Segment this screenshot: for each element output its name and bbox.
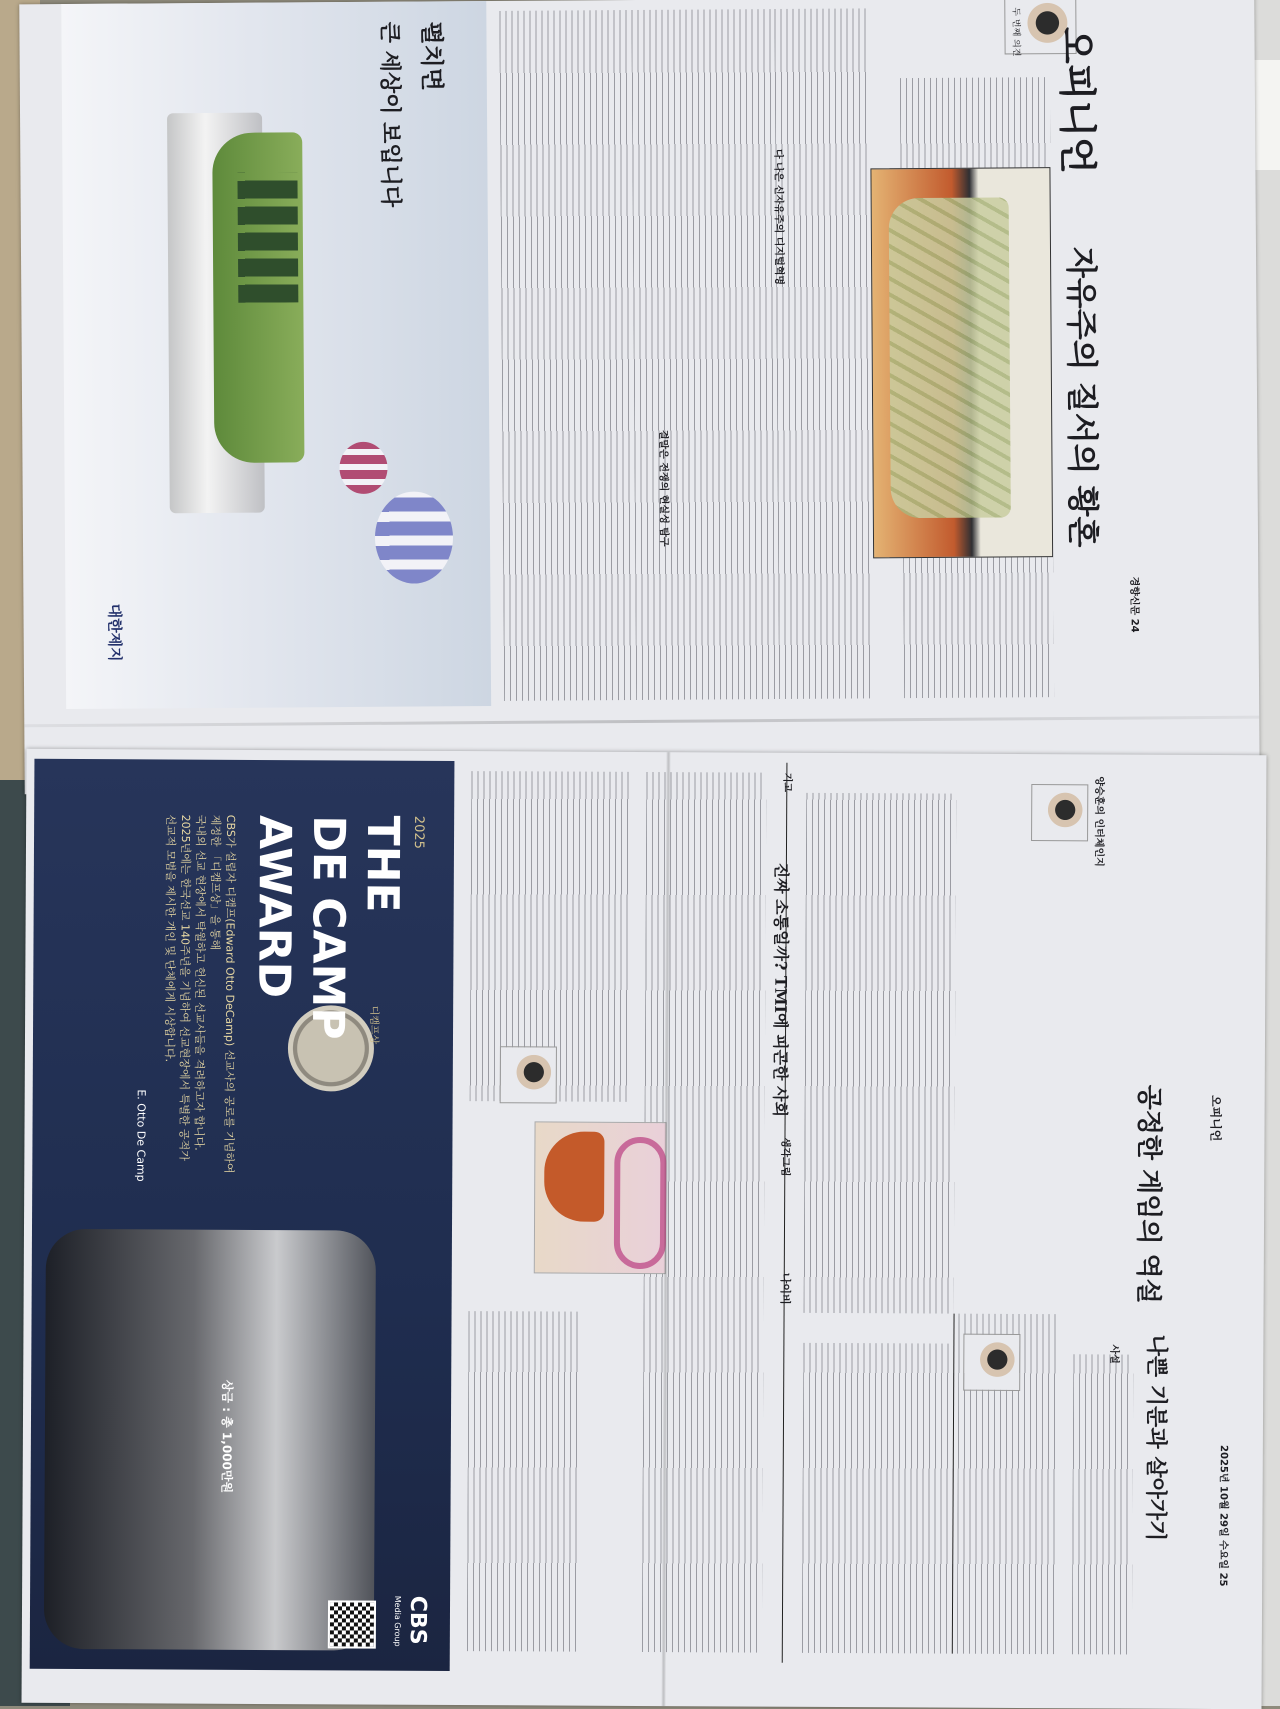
ad-title-line2: DE CAMP xyxy=(301,815,355,1040)
ad-body-line: 제정한 「디캠프상」을 통해 xyxy=(208,814,223,951)
article-text-column xyxy=(499,10,634,701)
hot-air-balloon-small xyxy=(339,442,387,494)
columnist-photo xyxy=(1031,784,1088,841)
ad-body-line: CBS가 설립자 디캠프(Edward Otto DeCamp) 선교사의 공로를 기념하여 xyxy=(222,814,238,1174)
qr-code-icon xyxy=(328,1600,376,1648)
article-text-column xyxy=(900,77,1051,168)
article-text-column xyxy=(802,1343,954,1654)
ad-title-line1: THE xyxy=(356,815,409,913)
article-text-column xyxy=(631,9,776,700)
illustration-pink-shape xyxy=(614,1137,667,1269)
tree-row-graphic xyxy=(237,172,298,302)
article-text-column xyxy=(804,793,957,1314)
article-text-column xyxy=(903,557,1054,698)
columnist-photo xyxy=(963,1334,1020,1391)
portrait-photo xyxy=(44,1229,376,1651)
section-title: 오피니언 xyxy=(1054,26,1100,174)
statue-figure xyxy=(889,197,1011,518)
article-text-column xyxy=(774,8,874,699)
headline-essay: 진짜 소통일까? TMI에 피곤한 사회 xyxy=(770,862,791,1117)
ad-body-line: 선교적 모범을 제시한 개인 및 단체에게 시상합니다. xyxy=(162,814,178,1063)
page-folio: 2025년 10월 29일 수요일 25 xyxy=(1217,1445,1229,1587)
ad-year: 2025 xyxy=(410,815,427,849)
newspaper-page-24 xyxy=(19,0,1259,794)
section-essay: 기고 xyxy=(781,772,793,793)
advertisement-book xyxy=(61,1,491,709)
ad-prize: 상금 : 총 1,000만원 xyxy=(219,1379,235,1494)
essay-tag: 생각그림 xyxy=(779,1137,791,1177)
medal-caption: 디캠프상 xyxy=(367,1005,380,1045)
newspaper-page-25 xyxy=(22,749,1267,1709)
hot-air-balloon-large xyxy=(375,491,454,584)
ad-title-line3: AWARD xyxy=(248,814,301,999)
article-text-column xyxy=(467,1311,579,1652)
advertisement-de-camp-award xyxy=(30,759,455,1671)
ad-tagline-1: 펼치면 xyxy=(417,21,446,92)
ad-body-line: 2025년에는 한국선교 140주년을 기념하여 선교현장에서 특별한 공적가 xyxy=(177,814,193,1161)
column-label: 양승훈의 인터체인지 xyxy=(1092,776,1105,867)
ad-body-line: 국내외 선교 현장에서 탁월하고 헌신된 선교사들을 격려하고자 합니다. xyxy=(192,814,208,1151)
ad-brand-sub: Media Group xyxy=(392,1595,403,1647)
main-headline: 자유주의 질서의 황혼 xyxy=(1061,246,1103,548)
editorial-label: 사설 xyxy=(1108,1344,1120,1364)
headline-left: 나쁜 기분과 살아가기 xyxy=(1142,1334,1170,1542)
page-folio: 경향신문 24 xyxy=(1128,576,1140,633)
columnist-tag: 두 번째 의견 xyxy=(1010,7,1021,57)
author-photo xyxy=(500,1046,557,1103)
essay-author: 나이비 xyxy=(778,1272,792,1305)
ad-brand: 대한제지 xyxy=(105,603,124,662)
headline-main: 공정한 게임의 역설 xyxy=(1132,1084,1164,1304)
article-text-column xyxy=(1072,1354,1134,1654)
page-fold xyxy=(24,716,1259,728)
ad-brand-logo: CBS xyxy=(404,1595,431,1645)
ad-tagline-2: 큰 세상이 보입니다 xyxy=(376,21,403,208)
section-title: 오피니언 xyxy=(1208,1094,1223,1142)
subhead: 결말은 전쟁의 현실성 탐구 xyxy=(657,429,670,547)
subhead: 다 나은 신자유주의 디지털혁명 xyxy=(772,148,785,286)
person-name: E. Otto De Camp xyxy=(134,1089,148,1182)
